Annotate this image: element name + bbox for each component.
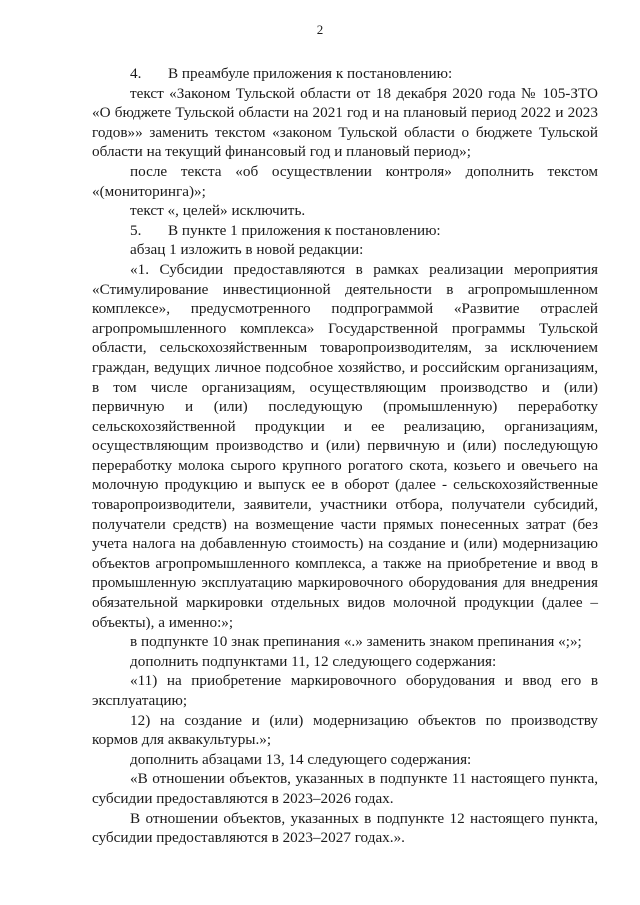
paragraph-13: «В отношении объектов, указанных в подпункте 11 настоящего пункта, субсидии предоставляются в 2023–2026 годах. <box>92 770 598 807</box>
page-number: 2 <box>316 22 324 37</box>
paragraph-14: В отношении объектов, указанных в подпункте 12 настоящего пункта, субсидии предоставляются в 2023–2027 годах.». <box>92 809 598 847</box>
item-5-quote: «1. Субсидии предоставляются в рамках реализации мероприятия «Стимулирование инвестиционной деятельности в агропромышленном комплексе», предусмотренного подпрограммой «Развитие отраслей агропромышленного комплекса» Государственной программы Тульской области, сельскохозяйственным товаропроизводителям, за исключением граждан, ведущих личное подсобное хозяйство, и российским организациям, в том числе организациям, осуществляющим производство и (или) первичную и (или) последующую (промышленную) переработку сельскохозяйственной продукции и ее реализацию, организациям, осуществляющим производство и (или) первичную и (или) последующую переработку молока сырого крупного рогатого скота, козьего и овечьего на молочную продукцию и выпуск ее в оборот (далее - сельскохозяйственные товаропроизводители, заявители, участники отбора, получатели субсидий, получатели средств) на возмещение части прямых понесенных затрат (без учета налога на добавленную стоимость) на создание и (или) модернизацию объектов агропромышленного комплекса, а также на приобретение и ввод в промышленную эксплуатацию маркировочного оборудования для внедрения обязательной маркировки отдельных видов молочной продукции (далее – объекты), а именно:»; <box>92 260 598 631</box>
subitem-11: «11) на приобретение маркировочного оборудования и ввод его в эксплуатацию; <box>92 672 598 709</box>
subitem-12: 12) на создание и (или) модернизацию объектов по производству кормов для аквакультуры.»; <box>92 711 598 749</box>
item-4-paragraph-2: после текста «об осуществлении контроля» дополнить текстом «(мониторинга)»; <box>92 162 598 200</box>
item-4-number: 4. <box>130 65 142 82</box>
item-5-heading-text: В пункте 1 приложения к постановлению: <box>168 221 441 239</box>
item-5-paragraph-2: в подпункте 10 знак препинания «.» заменить знаком препинания «;»; <box>130 633 582 651</box>
item-5-paragraph-4: дополнить абзацами 13, 14 следующего содержания: <box>130 750 472 768</box>
item-4-heading <box>92 64 598 84</box>
item-4-heading-text: В преамбуле приложения к постановлению: <box>168 65 453 82</box>
item-5-number: 5. <box>130 221 142 239</box>
document-body <box>92 64 598 848</box>
item-4-paragraph-3: текст «, целей» исключить. <box>130 202 306 220</box>
item-4-paragraph-1: текст «Законом Тульской области от 18 декабря 2020 года № 105-ЗТО «О бюджете Тульской области на 2021 год и на плановый период 2022 и 2023 годов»» заменить текстом «законом Тульской области о бюджете Тульской области на текущий финансовый год и плановый период»; <box>92 84 598 161</box>
item-5-paragraph-3: дополнить подпунктами 11, 12 следующего содержания: <box>130 652 497 670</box>
item-5-heading <box>92 221 598 241</box>
item-5-paragraph-1: абзац 1 изложить в новой редакции: <box>130 241 364 259</box>
